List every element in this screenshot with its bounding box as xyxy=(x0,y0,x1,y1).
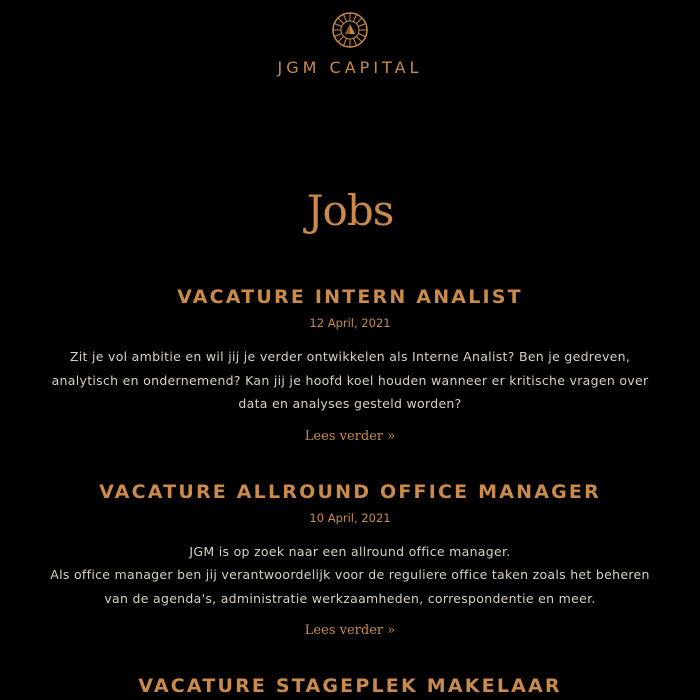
job-item xyxy=(0,283,700,446)
job-description-text: Als office manager ben jij verantwoordelijk voor de reguliere office taken zoals het beheren van de agenda's, administratie werkzaamheden, correspondentie en meer. xyxy=(50,567,650,606)
read-more-link[interactable]: Lees verder » xyxy=(304,428,396,444)
job-description-text: Zit je vol ambitie en wil jij je verder ontwikkelen als Interne Analist? Ben je gedreven, analytisch en ondernemend? Kan jij je hoofd koel houden wanneer er kritische vragen over data en analyses gesteld worden? xyxy=(51,349,649,411)
job-description xyxy=(45,345,655,416)
read-more-link[interactable]: Lees verder » xyxy=(304,623,396,638)
job-title[interactable]: VACATURE INTERN ANALIST xyxy=(177,286,523,308)
job-item xyxy=(0,478,700,641)
job-description-text: JGM is op zoek naar een allround office manager. xyxy=(189,543,511,559)
job-date: 12 April, 2021 xyxy=(309,316,391,330)
job-description xyxy=(45,540,655,611)
job-title[interactable]: VACATURE STAGEPLEK MAKELAAR xyxy=(138,675,562,697)
job-title[interactable]: VACATURE ALLROUND OFFICE MANAGER xyxy=(99,480,601,503)
page-title: Jobs xyxy=(306,186,394,235)
job-date: 10 April, 2021 xyxy=(309,510,391,525)
job-item xyxy=(0,672,700,700)
brand-name[interactable]: JGM CAPITAL xyxy=(277,58,423,77)
job-list xyxy=(0,283,700,700)
logo-icon[interactable] xyxy=(330,10,370,50)
